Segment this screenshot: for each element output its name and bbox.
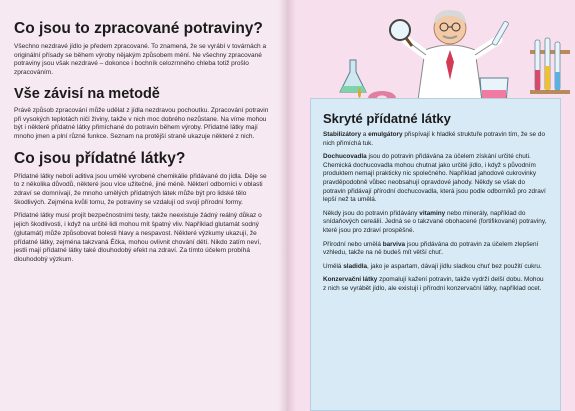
additives-paragraph-2: Přídatné látky musí projít bezpečnostními testy, takže neexistuje žádný reálný důkaz o jejich škodlivosti, i když na určité lidi mohou mít špatný vliv. Například glutamát sodný (glutamát) může způsobovat bolesti hlavy a nespavost. Některé výzkumy ukazují, že přídatné látky, zejména takzvaná Éčka, mohou ovlivnit chování dětí. Nikdo zatím neví, jestli mají přídatné látky také dlouhodobý efekt na zdraví. Za tímto účelem probíhá dlouhodobý výzkum.: [14, 212, 262, 263]
item-text: jsou přidávána do potravin za účelem zlepšení vzhledu, takže na ně budeš mít větší chuť.: [323, 240, 539, 257]
scientist-lab-icon: [330, 0, 575, 112]
item-bold2: emulgátory: [368, 131, 403, 138]
item-bold: Dochucovadla: [323, 153, 367, 161]
book-gutter: [278, 0, 296, 411]
item-mid: Umělá: [323, 262, 344, 270]
item-mid: Přírodní nebo umělá: [323, 240, 383, 248]
item-text: zpomalují kažení potravin, takže vydrží delší dobu. Mohou z nich se vyrábět jídlo, ale existují i přírodní konzervační látky, například ocet.: [323, 276, 544, 292]
item-colorings: [323, 241, 548, 258]
item-sweeteners: [323, 263, 548, 272]
item-text: jsou do potravin přidávána za účelem získání určité chuti. Chemická dochucovadla mohou chutnat jako určité jídlo, i když s původním produktem nemají prakticky nic společného. Například jahodové cukrovinky pravděpodobně vůbec neobsahují opravdové jahody. Někdy se však do potravin přidávají přírodní dochucovadla, která jsou podle odborníků pro zdraví lepší než ta umělá.: [323, 153, 546, 204]
item-text: nebo minerály, například do snídaňových cereálií. Jedná se o takzvané obohacené (fortifikované) potraviny, které jsou pro zdraví prospěšné.: [323, 209, 547, 234]
additives-heading: Co jsou přídatné látky?: [14, 149, 186, 167]
item-stabilizers: [323, 131, 548, 148]
item-bold2: vitaminy: [419, 209, 446, 217]
method-heading: Vše závisí na metodě: [14, 85, 160, 102]
item-flavorings: [323, 153, 548, 205]
item-bold: Konzervační látky: [323, 276, 378, 284]
box-title: Skryté přídatné látky: [323, 111, 451, 126]
item-text: přispívají k hladké struktuře potravin tím, že se do nich přimíchá tuk.: [323, 131, 545, 147]
item-bold: Stabilizátory: [323, 131, 361, 138]
item-mid: a: [361, 131, 369, 138]
drop-icon: [358, 88, 361, 98]
additives-paragraph-1: Přídatné látky neboli aditiva jsou umělé vyrobené chemikálie přidávané do jídla. Děje se to z několika důvodů, některé jsou více užitečné, jiné méně. Některí odborníci v oblasti zdraví se domnívají, že mnoho umělých přídatných látek může být pro lidské tělo škodlivých. Zejména kvůli tomu, že potraviny se vzdalují od svojí přírodní formy.: [14, 172, 267, 206]
page-title: Co jsou to zpracované potraviny?: [14, 20, 263, 37]
item-vitamins: [323, 210, 548, 236]
item-bold2: barviva: [382, 240, 406, 248]
method-paragraph: Právě způsob zpracování může udělat z jídla nezdravou pochoutku. Zpracování potravin při vysokých teplotách ničí živiny, takže v nich moc dobrého nezůstane. Na víme mohou být i některé přídatné látky přimíchané do potravin během výroby. Přídatné látky mají mnoho jmen a plní různé funkce. Seznam na protější straně ukazuje některé z nich.: [14, 106, 269, 140]
hidden-additives-box: [310, 98, 561, 411]
item-bold2: sladidla: [343, 262, 368, 270]
left-page: [0, 0, 287, 411]
intro-paragraph: Všechno nezdravé jídlo je předem zpracované. To znamená, že se vyrábí v továrnách a originální přísady se během výroby nějakým způsobem mění. Ne všechny zpracované potraviny jsou však nezdravé – dokonce i bochník celozrnného chleba totiž prošlo zpracováním.: [14, 43, 267, 77]
item-preservatives: [323, 276, 548, 293]
item-text: , jako je aspartam, dávají jídlu sladkou chuť bez použití cukru.: [367, 262, 542, 270]
item-mid: Někdy jsou do potravin přidávány: [323, 209, 420, 217]
